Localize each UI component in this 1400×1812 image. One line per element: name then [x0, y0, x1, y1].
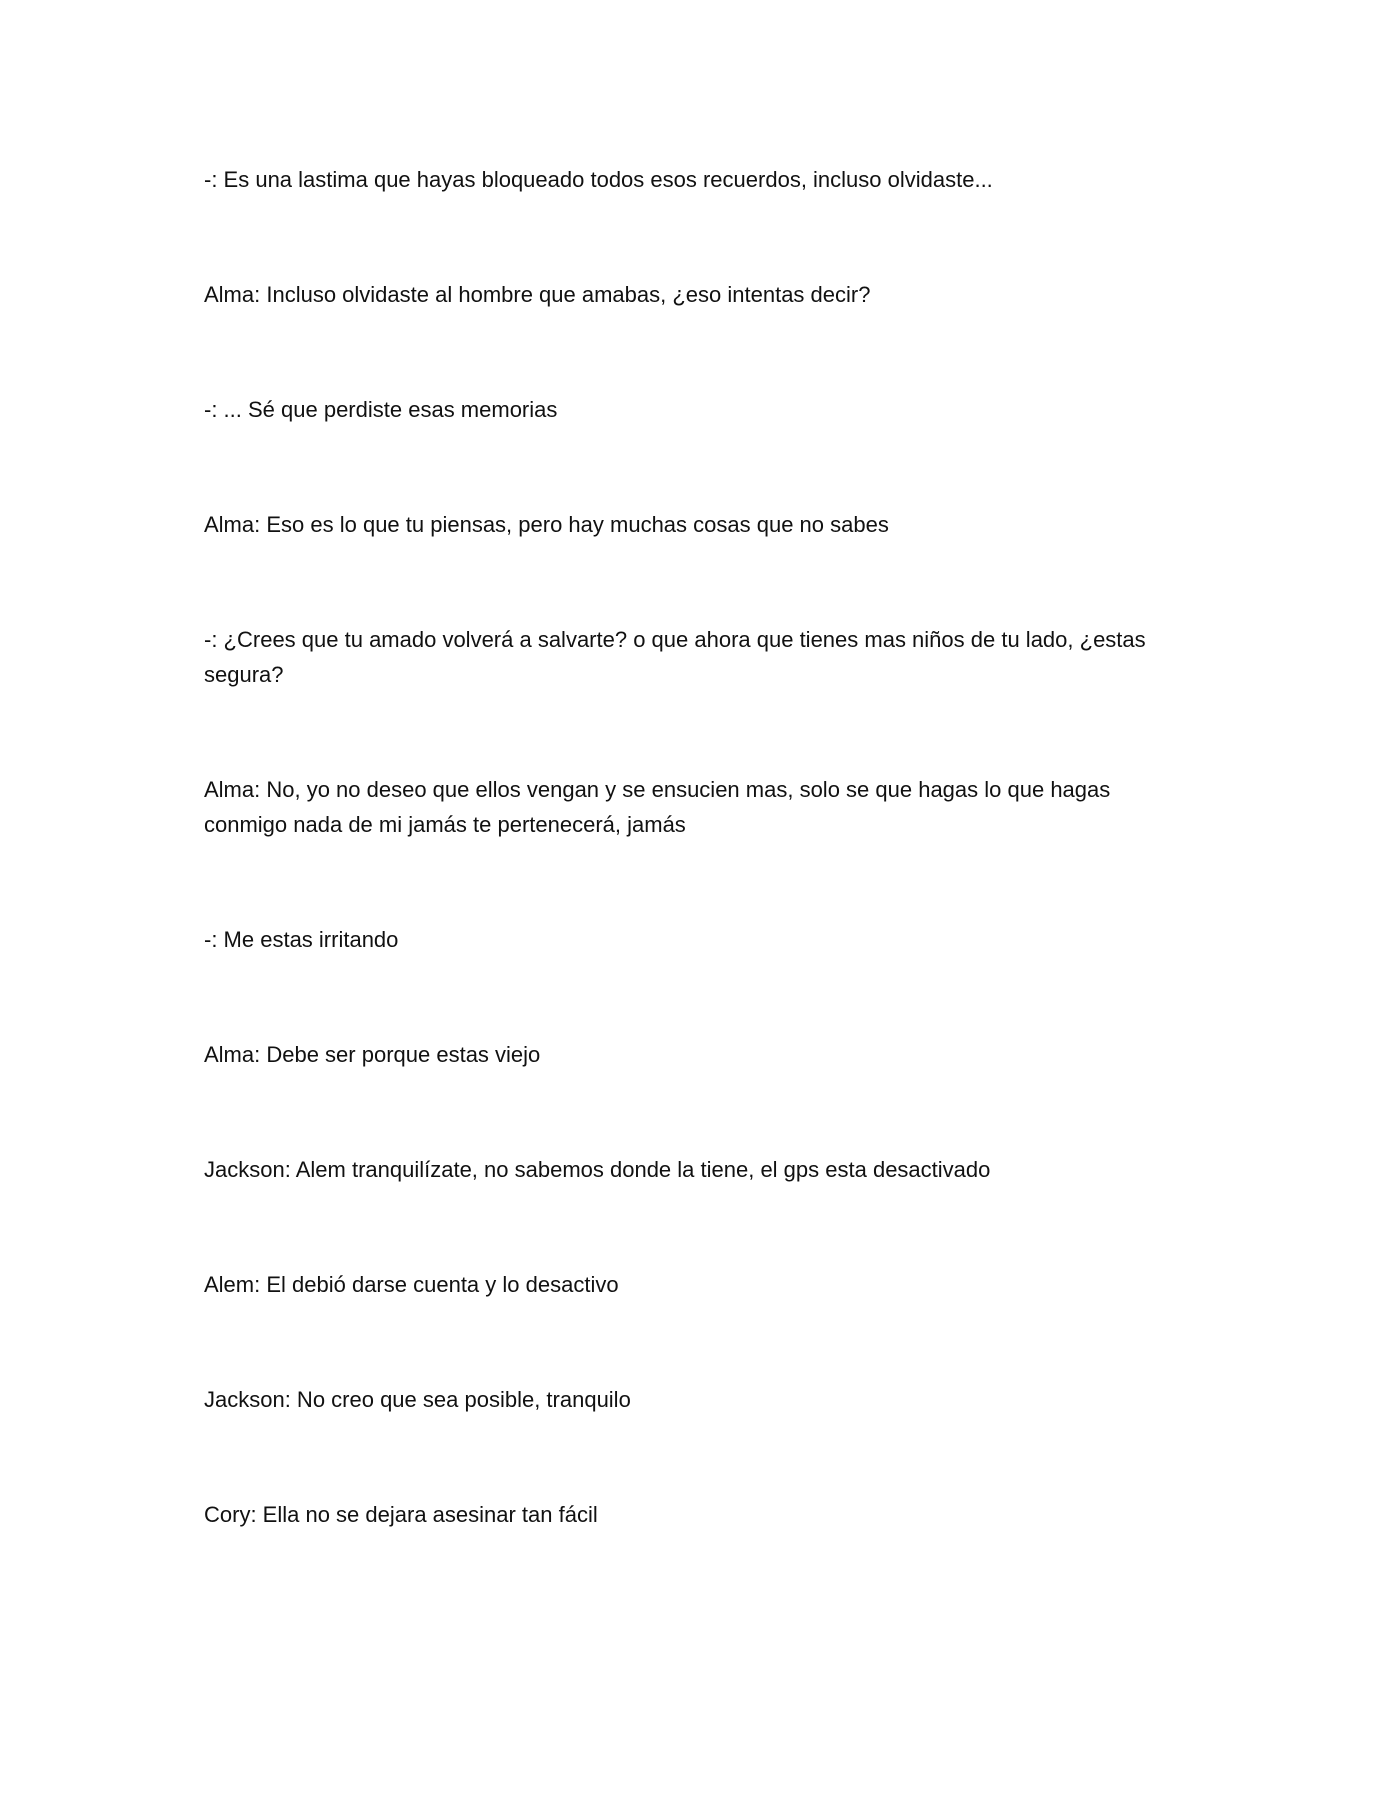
- dialogue-line: Alma: Debe ser porque estas viejo: [204, 1042, 541, 1067]
- dialogue-line: Alma: Incluso olvidaste al hombre que amabas, ¿eso intentas decir?: [204, 282, 871, 307]
- dialogue-line: -: Es una lastima que hayas bloqueado todos esos recuerdos, incluso olvidaste...: [204, 167, 993, 192]
- dialogue-line: Jackson: No creo que sea posible, tranquilo: [204, 1387, 631, 1412]
- dialogue-body: [204, 162, 1194, 1612]
- dialogue-line: Alma: Eso es lo que tu piensas, pero hay muchas cosas que no sabes: [204, 512, 889, 537]
- dialogue-line: -: ¿Crees que tu amado volverá a salvarte? o que ahora que tienes mas niños de tu lado, ¿estas segura?: [204, 627, 1146, 687]
- dialogue-line: Alem: El debió darse cuenta y lo desactivo: [204, 1272, 619, 1297]
- dialogue-line: Jackson: Alem tranquilízate, no sabemos donde la tiene, el gps esta desactivado: [204, 1157, 991, 1182]
- dialogue-line: Alma: No, yo no deseo que ellos vengan y se ensucien mas, solo se que hagas lo que hagas conmigo nada de mi jamás te pertenecerá, jamás: [204, 777, 1111, 837]
- dialogue-line: -: Me estas irritando: [204, 927, 399, 952]
- dialogue-line: -: ... Sé que perdiste esas memorias: [204, 397, 558, 422]
- dialogue-line: Cory: Ella no se dejara asesinar tan fácil: [204, 1502, 598, 1527]
